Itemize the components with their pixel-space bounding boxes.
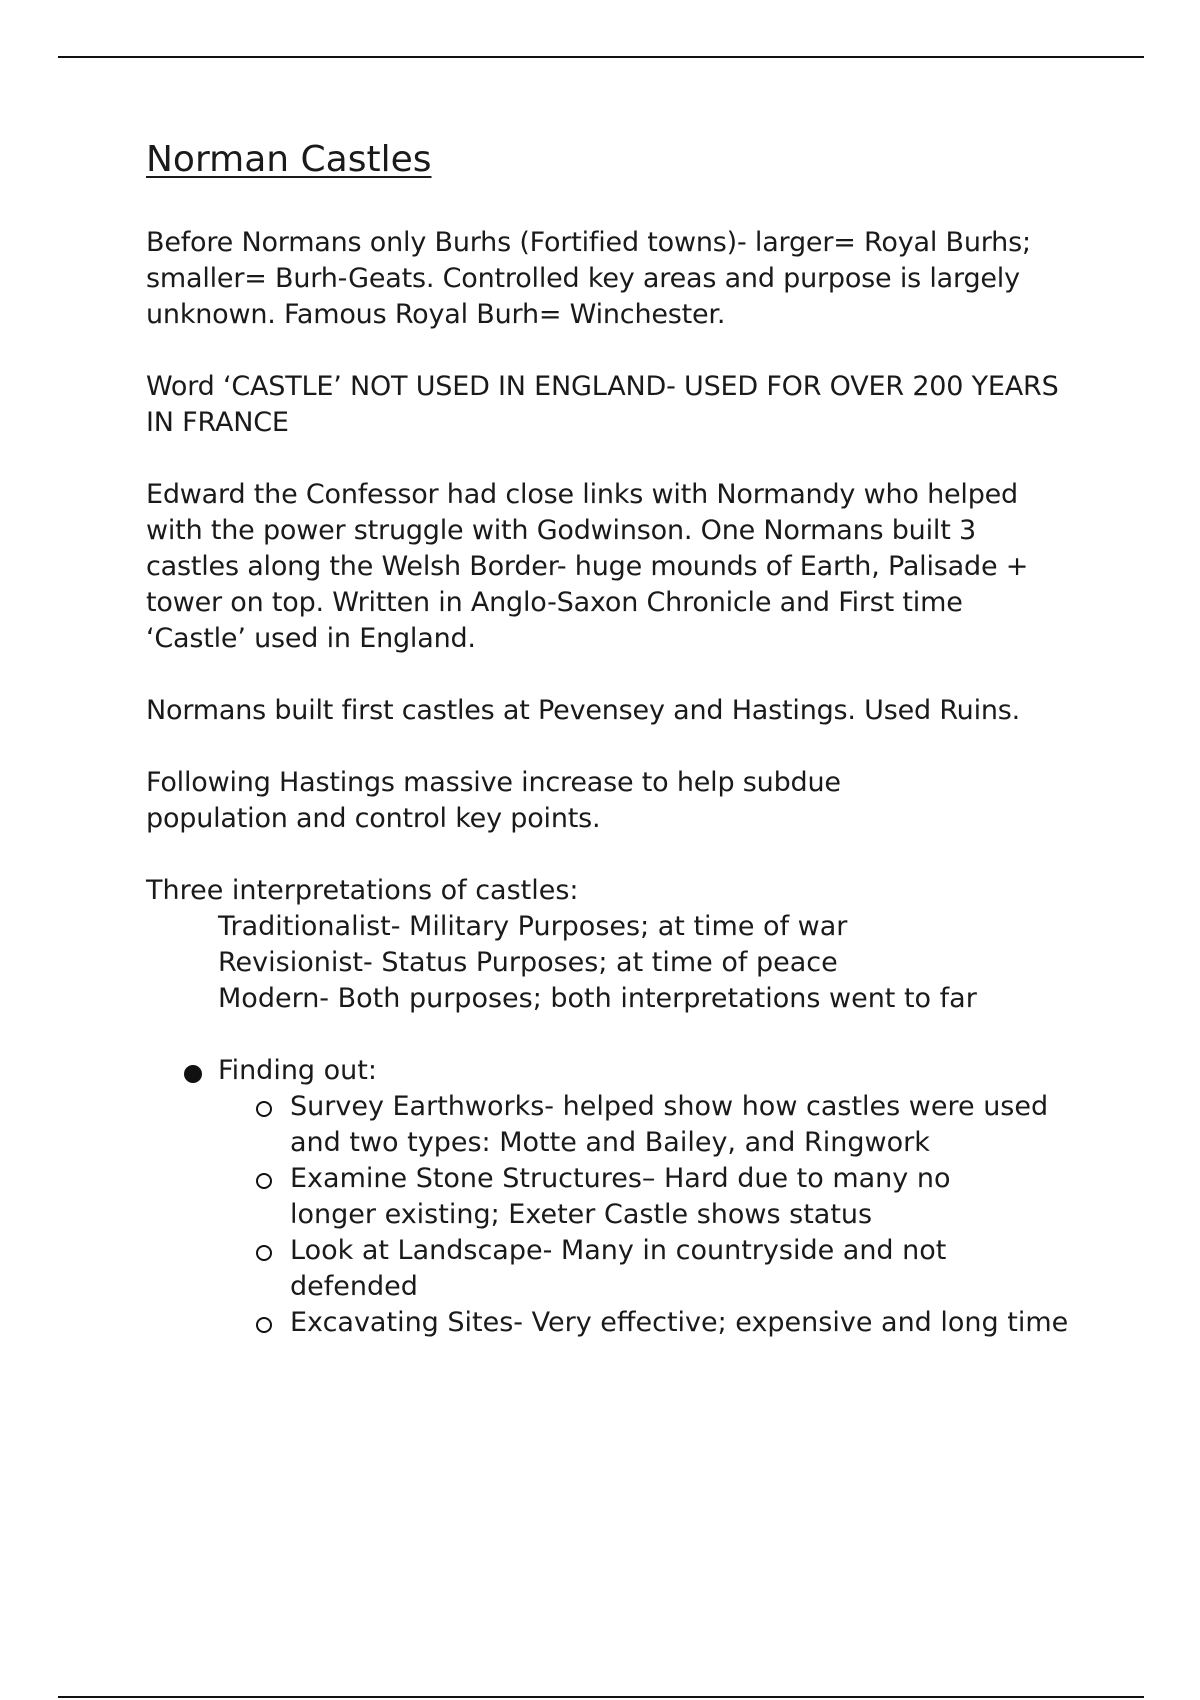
list-item-text: Survey Earthworks- helped show how castles were used and two types: Motte and Bailey, and Ringwork <box>290 1091 1049 1159</box>
paragraph-first-castles: Normans built first castles at Pevensey and Hastings. Used Ruins. <box>146 695 1021 727</box>
paragraph-following-hastings: Following Hastings massive increase to help subdue population and control key points. <box>146 767 841 835</box>
list-item <box>146 1305 1086 1341</box>
hollow-bullet-icon <box>256 1245 272 1261</box>
list-item <box>146 1089 1086 1161</box>
list-item <box>146 1233 1030 1305</box>
bottom-rule <box>58 1696 1144 1698</box>
page-title: Norman Castles <box>146 139 432 180</box>
interpretations-section <box>146 873 1086 1017</box>
interpretation-revisionist: Revisionist- Status Purposes; at time of peace <box>218 947 838 979</box>
finding-out-section <box>146 1053 1086 1341</box>
finding-out-bullet <box>146 1053 1086 1089</box>
hollow-bullet-icon <box>256 1317 272 1333</box>
document-body <box>146 138 1086 1341</box>
hollow-bullet-icon <box>256 1101 272 1117</box>
finding-out-label: Finding out: <box>218 1055 377 1087</box>
paragraph-burhs: Before Normans only Burhs (Fortified towns)- larger= Royal Burhs; smaller= Burh-Geats. Controlled key areas and purpose is largely unknown. Famous Royal Burh= Winchester. <box>146 227 1031 331</box>
interpretation-modern: Modern- Both purposes; both interpretations went to far <box>218 983 977 1015</box>
list-item <box>146 1161 1020 1233</box>
list-item-text: Look at Landscape- Many in countryside and not defended <box>290 1235 947 1303</box>
list-item-text: Excavating Sites- Very effective; expensive and long time <box>290 1307 1069 1339</box>
finding-out-list <box>146 1089 1086 1341</box>
hollow-bullet-icon <box>256 1173 272 1189</box>
filled-bullet-icon <box>184 1065 202 1083</box>
interpretation-traditionalist: Traditionalist- Military Purposes; at time of war <box>218 911 848 943</box>
paragraph-edward-confessor: Edward the Confessor had close links with Normandy who helped with the power struggle with Godwinson. One Normans built 3 castles along the Welsh Border- huge mounds of Earth, Palisade + tower on top. Written in Anglo-Saxon Chronicle and First time ‘Castle’ used in England. <box>146 479 1029 655</box>
list-item-text: Examine Stone Structures– Hard due to many no longer existing; Exeter Castle shows status <box>290 1163 951 1231</box>
paragraph-castle-word: Word ‘CASTLE’ NOT USED IN ENGLAND- USED FOR OVER 200 YEARS IN FRANCE <box>146 371 1059 439</box>
interpretations-heading: Three interpretations of castles: <box>146 875 579 907</box>
top-rule <box>58 56 1144 58</box>
